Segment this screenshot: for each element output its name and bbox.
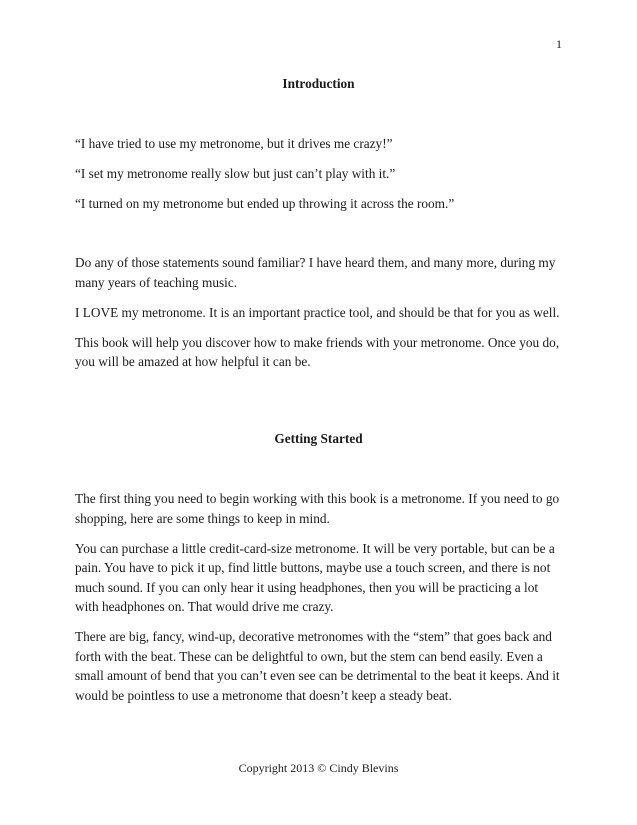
copyright-footer: Copyright 2013 © Cindy Blevins (238, 761, 399, 775)
getting-started-body (75, 489, 565, 705)
intro-body (75, 253, 565, 372)
intro-paragraph-3: This book will help you discover how to make friends with your metronome. Once you do, you will be amazed at how helpful it can be. (75, 334, 560, 369)
quote-3: “I turned on my metronome but ended up throwing it across the room.” (75, 196, 455, 211)
getting-started-heading: Getting Started (274, 431, 363, 446)
quote-1: “I have tried to use my metronome, but it drives me crazy!” (75, 136, 393, 151)
intro-paragraph-2: I LOVE my metronome. It is an important practice tool, and should be that for you as well. (75, 304, 560, 320)
getting-started-paragraph-3: There are big, fancy, wind-up, decorative metronomes with the “stem” that goes back and forth with the beat. These can be delightful to own, but the stem can bend easily. Even a small amount of bend that you can’t even see can be detrimental to the beat it keeps. And it would be pointless to use a metronome that doesn’t keep a steady beat. (75, 629, 560, 703)
page-number: 1 (556, 37, 562, 51)
quote-2: “I set my metronome really slow but just can’t play with it.” (75, 166, 396, 181)
introduction-heading: Introduction (282, 76, 355, 91)
getting-started-paragraph-1: The first thing you need to begin working with this book is a metronome. If you need to go shopping, here are some things to keep in mind. (75, 491, 560, 526)
quote-list (75, 134, 565, 214)
getting-started-paragraph-2: You can purchase a little credit-card-size metronome. It will be very portable, but can be a pain. You have to pick it up, find little buttons, maybe use a touch screen, and there is not much sound. If you can only hear it using headphones, then you will be practicing a lot with headphones on. That would drive me crazy. (75, 540, 555, 614)
intro-paragraph-1: Do any of those statements sound familiar? I have heard them, and many more, during my many years of teaching music. (75, 255, 556, 290)
